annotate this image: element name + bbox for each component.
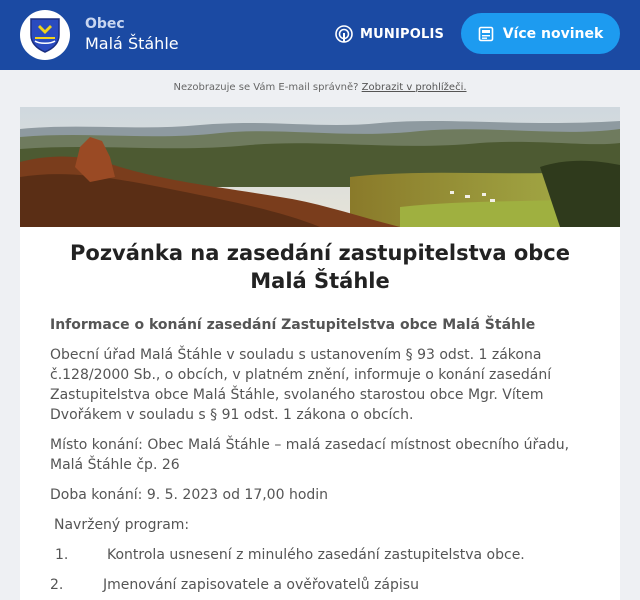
email-notice-text: Nezobrazuje se Vám E-mail správně?: [173, 82, 359, 93]
municipality-label: Obec: [85, 16, 125, 32]
more-news-button[interactable]: [461, 13, 620, 54]
program-item: [50, 575, 590, 595]
view-in-browser-link[interactable]: Zobrazit v prohlížeči.: [361, 82, 467, 93]
article-paragraph: Obecní úřad Malá Štáhle v souladu s ustanovením § 93 odst. 1 zákona č.128/2000 Sb., o obcích, v platném znění, informuje o konání zasedání Zastupitelstva obce Malá Štáhle, svolaného starostou obce Mgr. Vítem Dvořákem v souladu s § 91 odst. 1 zákona o obcích.: [50, 347, 552, 423]
program-item: [50, 545, 590, 565]
munipolis-brand[interactable]: [334, 24, 444, 44]
program-item-text: Kontrola usnesení z minulého zasedání zastupitelstva obce.: [107, 547, 525, 563]
article-card: [20, 107, 620, 600]
meeting-location: Místo konání: Obec Malá Štáhle – malá zasedací místnost obecního úřadu, Malá Štáhle čp. 26: [50, 437, 570, 473]
program-item-text: Jmenování zapisovatele a ověřovatelů zápisu: [103, 577, 419, 593]
newspaper-icon: [478, 26, 494, 42]
header-bar: [0, 0, 640, 70]
municipality-crest[interactable]: [20, 10, 70, 60]
munipolis-brand-text: MUNIPOLIS: [360, 26, 445, 42]
article-subheading: Informace o konání zasedání Zastupitelstva obce Malá Štáhle: [50, 317, 536, 333]
article-body: [20, 315, 620, 595]
program-item-number: 2.: [50, 577, 64, 593]
program-item-number: 1.: [55, 547, 69, 563]
crest-icon: [29, 17, 61, 53]
article-title: Pozvánka na zasedání zastupitelstva obce Malá Štáhle: [70, 241, 570, 293]
munipolis-logo-icon: [334, 24, 354, 44]
municipality-title: [85, 15, 179, 55]
landscape-banner-image: [20, 107, 620, 227]
municipality-name: Malá Štáhle: [85, 34, 179, 53]
program-label: Navržený program:: [54, 517, 190, 533]
email-notice: [0, 82, 640, 96]
more-news-label: Více novinek: [502, 25, 604, 42]
meeting-time: Doba konání: 9. 5. 2023 od 17,00 hodin: [50, 487, 329, 503]
